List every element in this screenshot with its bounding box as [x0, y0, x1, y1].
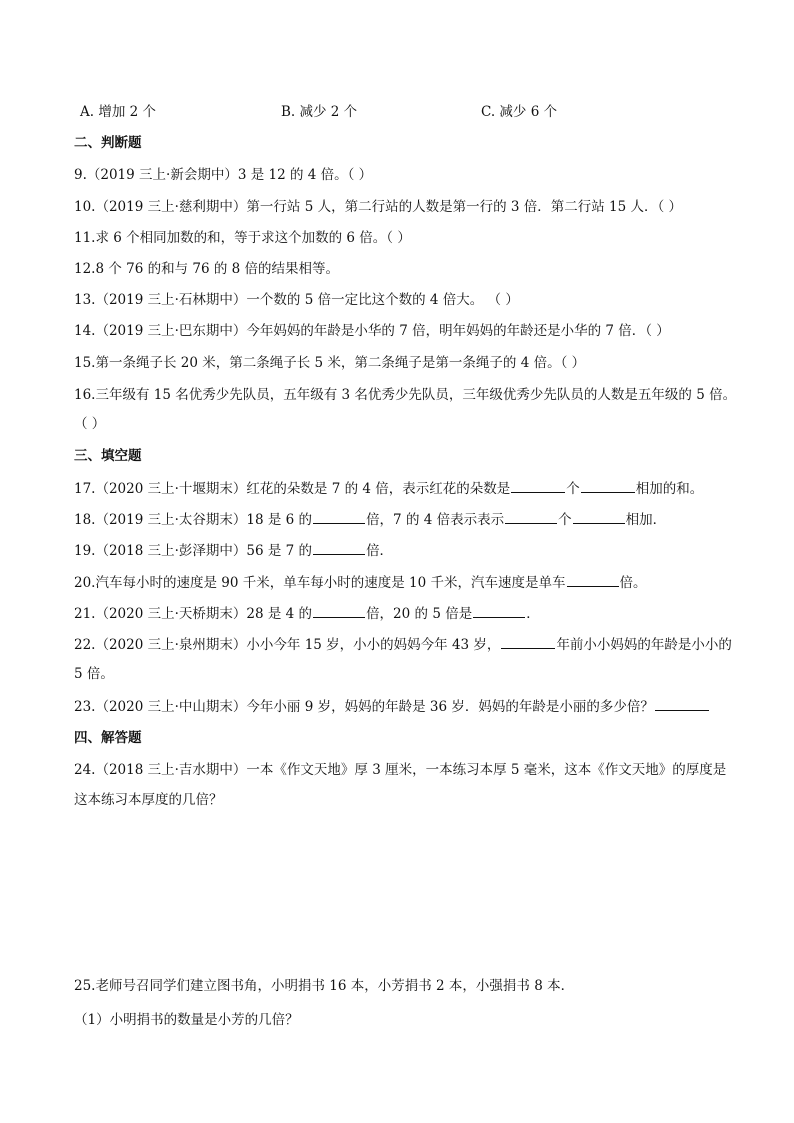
question-16: 16.三年级有 15 名优秀少先队员，五年级有 3 名优秀少先队员，三年级优秀少先队员的人数是五年级的 5 倍。 [74, 387, 737, 403]
question-23-text-a: 23.（2020 三上·中山期末）今年小丽 9 岁，妈妈的年龄是 36 岁．妈妈的年龄是小丽的多少倍？ [74, 699, 654, 715]
question-23 [74, 697, 760, 716]
section-title-solve: 四、解答题 [74, 730, 142, 746]
question-12: 12.8 个 76 的和与 76 的 8 倍的结果相等。 [74, 261, 340, 277]
question-22-line2: 5 倍。 [74, 666, 114, 682]
section-title-judge: 二、判断题 [74, 135, 142, 151]
question-16-paren: （ ） [74, 416, 106, 432]
question-14: 14.（2019 三上·巴东期中）今年妈妈的年龄是小华的 7 倍，明年妈妈的年龄还是小华的 7 倍．（ ） [74, 323, 670, 339]
question-22 [74, 635, 760, 654]
question-9: 9.（2019 三上·新会期中）3 是 12 的 4 倍。（ ） [74, 167, 373, 183]
question-17-text-b: 个 [566, 481, 580, 497]
question-15: 15.第一条绳子长 20 米，第二条绳子长 5 米，第二条绳子是第一条绳子的 4 倍。（ ） [74, 355, 586, 371]
answer-blank[interactable] [505, 510, 557, 524]
question-25: 25.老师号召同学们建立图书角，小明捐书 16 本，小芳捐书 2 本，小强捐书 8 本． [74, 978, 575, 994]
question-22-text-a: 22.（2020 三上·泉州期末）小小今年 15 岁，小小的妈妈今年 43 岁， [74, 637, 501, 653]
question-17 [74, 479, 760, 498]
question-22-text-b: 年前小小妈妈的年龄是小小的 [556, 637, 732, 653]
answer-blank[interactable] [313, 604, 365, 618]
question-11: 11.求 6 个相同加数的和，等于求这个加数的 6 倍。（ ） [74, 230, 411, 246]
answer-blank[interactable] [581, 479, 635, 493]
question-18-text-a: 18.（2019 三上·太谷期末）18 是 6 的 [74, 512, 313, 528]
question-20-text-a: 20.汽车每小时的速度是 90 千米，单车每小时的速度是 10 千米，汽车速度是单车 [74, 575, 566, 591]
question-20-text-b: 倍。 [619, 575, 647, 591]
question-18 [74, 510, 760, 529]
answer-blank[interactable] [655, 697, 709, 711]
question-24-line2: 这本练习本厚度的几倍？ [74, 792, 223, 808]
question-21-text-b: 倍，20 的 5 倍是 [366, 606, 473, 622]
question-19 [74, 541, 760, 560]
question-18-text-b: 倍，7 的 4 倍表示表示 [366, 512, 505, 528]
answer-blank[interactable] [473, 604, 525, 618]
question-18-text-c: 个 [558, 512, 572, 528]
option-a: A. 增加 2 个 [80, 104, 157, 120]
question-17-text-c: 相加的和。 [635, 481, 704, 497]
question-19-text-a: 19.（2018 三上·彭泽期中）56 是 7 的 [74, 543, 313, 559]
answer-blank[interactable] [511, 479, 565, 493]
question-21-text-c: ． [526, 606, 540, 622]
question-19-text-b: 倍． [366, 543, 394, 559]
answer-blank[interactable] [313, 541, 365, 555]
question-21 [74, 604, 760, 623]
question-25-part-1: （1）小明捐书的数量是小芳的几倍？ [74, 1012, 299, 1028]
option-b: B. 减少 2 个 [281, 104, 358, 120]
answer-blank[interactable] [313, 510, 365, 524]
question-24: 24.（2018 三上·吉水期中）一本《作文天地》厚 3 厘米，一本练习本厚 5 毫米，这本《作文天地》的厚度是 [74, 762, 727, 778]
answer-blank[interactable] [501, 635, 555, 649]
answer-blank[interactable] [567, 573, 619, 587]
question-10: 10.（2019 三上·慈利期中）第一行站 5 人，第二行站的人数是第一行的 3 倍．第二行站 15 人．（ ） [74, 199, 683, 215]
section-title-fill: 三、填空题 [74, 448, 142, 464]
answer-blank[interactable] [573, 510, 625, 524]
question-20 [74, 573, 760, 592]
option-c: C. 减少 6 个 [481, 104, 558, 120]
question-18-text-d: 相加． [625, 512, 667, 528]
question-17-text-a: 17.（2020 三上·十堰期末）红花的朵数是 7 的 4 倍，表示红花的朵数是 [74, 481, 511, 497]
question-13: 13.（2019 三上·石林期中）一个数的 5 倍一定比这个数的 4 倍大。 （ ） [74, 292, 519, 308]
question-21-text-a: 21.（2020 三上·天桥期末）28 是 4 的 [74, 606, 313, 622]
